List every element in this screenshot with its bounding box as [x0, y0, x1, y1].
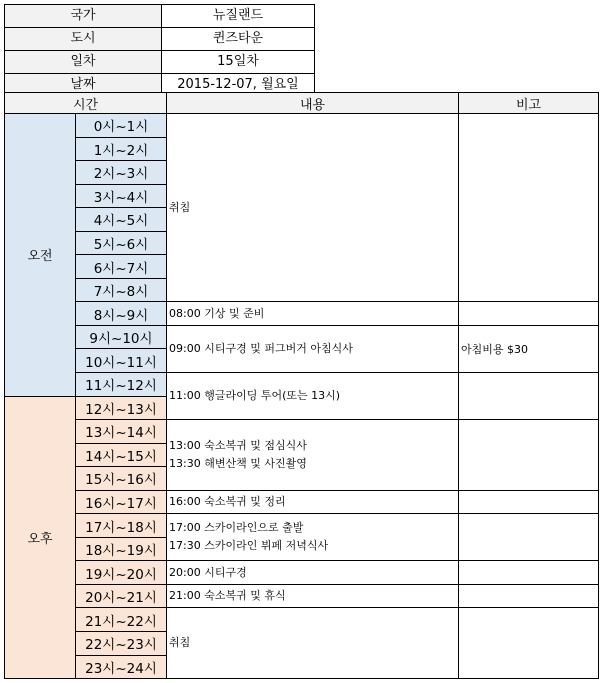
hour-cell: 19시~20시	[76, 561, 167, 585]
city-value: 퀸즈타운	[162, 28, 315, 51]
table-row	[5, 114, 599, 138]
table-row	[5, 373, 599, 397]
activity-line: 11:00 행글라이딩 투어(또는 13시)	[169, 389, 341, 403]
activity-line: 13:30 해변산책 및 사진촬영	[169, 456, 307, 470]
activity-cell	[167, 114, 459, 302]
hour-cell: 2시~3시	[76, 161, 167, 185]
activity-cell	[167, 325, 459, 372]
activity-line: 08:00 기상 및 준비	[169, 306, 265, 320]
note-cell	[459, 420, 599, 491]
period-am: 오전	[5, 114, 76, 397]
activity-line: 취침	[169, 636, 191, 650]
activity-cell	[167, 608, 459, 679]
hour-cell: 11시~12시	[76, 373, 167, 397]
header-content: 내용	[167, 93, 459, 114]
note-cell	[459, 302, 599, 326]
period-pm: 오후	[5, 396, 76, 679]
note-cell	[459, 114, 599, 302]
activity-line: 취침	[169, 200, 191, 214]
hour-cell: 6시~7시	[76, 255, 167, 279]
table-row	[5, 490, 599, 514]
note-cell: 아침비용 $30	[459, 325, 599, 372]
hour-cell: 20시~21시	[76, 584, 167, 608]
hour-cell: 15시~16시	[76, 467, 167, 491]
info-table	[4, 4, 315, 97]
hour-cell: 10시~11시	[76, 349, 167, 373]
hour-cell: 14시~15시	[76, 443, 167, 467]
hour-cell: 5시~6시	[76, 231, 167, 255]
activity-cell	[167, 584, 459, 608]
country-label: 국가	[5, 5, 162, 28]
note-cell	[459, 490, 599, 514]
hour-cell: 12시~13시	[76, 396, 167, 420]
activity-line: 17:00 스카이라인으로 출발	[169, 521, 304, 535]
table-row	[5, 561, 599, 585]
table-row	[5, 302, 599, 326]
header-note: 비고	[459, 93, 599, 114]
note-cell	[459, 514, 599, 561]
activity-line: 21:00 숙소복귀 및 휴식	[169, 589, 286, 603]
activity-cell	[167, 561, 459, 585]
date-label: 날짜	[5, 74, 162, 97]
activity-line: 20:00 시티구경	[169, 565, 247, 579]
hour-cell: 21시~22시	[76, 608, 167, 632]
hour-cell: 0시~1시	[76, 114, 167, 138]
hour-cell: 16시~17시	[76, 490, 167, 514]
table-row	[5, 420, 599, 444]
activity-cell	[167, 490, 459, 514]
activity-line: 13:00 숙소복귀 및 점심식사	[169, 438, 307, 452]
table-row	[5, 514, 599, 538]
schedule-table	[4, 92, 599, 679]
activity-line: 09:00 시티구경 및 퍼그버거 아침식사	[169, 341, 353, 355]
info-row-country	[5, 5, 315, 28]
hour-cell: 18시~19시	[76, 537, 167, 561]
date-value: 2015-12-07, 월요일	[162, 74, 315, 97]
activity-cell	[167, 420, 459, 491]
hour-cell: 3시~4시	[76, 184, 167, 208]
info-row-city	[5, 28, 315, 51]
hour-cell: 17시~18시	[76, 514, 167, 538]
schedule-header-row	[5, 93, 599, 114]
activity-line: 16:00 숙소복귀 및 정리	[169, 495, 286, 509]
hour-cell: 1시~2시	[76, 137, 167, 161]
table-row	[5, 584, 599, 608]
activity-cell	[167, 514, 459, 561]
hour-cell: 9시~10시	[76, 325, 167, 349]
hour-cell: 23시~24시	[76, 655, 167, 679]
hour-cell: 7시~8시	[76, 278, 167, 302]
day-label: 일차	[5, 51, 162, 74]
hour-cell: 22시~23시	[76, 632, 167, 656]
header-time: 시간	[5, 93, 167, 114]
table-row	[5, 325, 599, 349]
hour-cell: 4시~5시	[76, 208, 167, 232]
hour-cell: 13시~14시	[76, 420, 167, 444]
country-value: 뉴질랜드	[162, 5, 315, 28]
table-row	[5, 608, 599, 632]
activity-cell	[167, 373, 459, 420]
note-cell	[459, 608, 599, 679]
info-row-day	[5, 51, 315, 74]
note-cell	[459, 373, 599, 420]
note-cell	[459, 561, 599, 585]
city-label: 도시	[5, 28, 162, 51]
note-cell	[459, 584, 599, 608]
hour-cell: 8시~9시	[76, 302, 167, 326]
day-value: 15일차	[162, 51, 315, 74]
activity-cell	[167, 302, 459, 326]
activity-line: 17:30 스카이라인 뷔페 저녁식사	[169, 539, 329, 553]
